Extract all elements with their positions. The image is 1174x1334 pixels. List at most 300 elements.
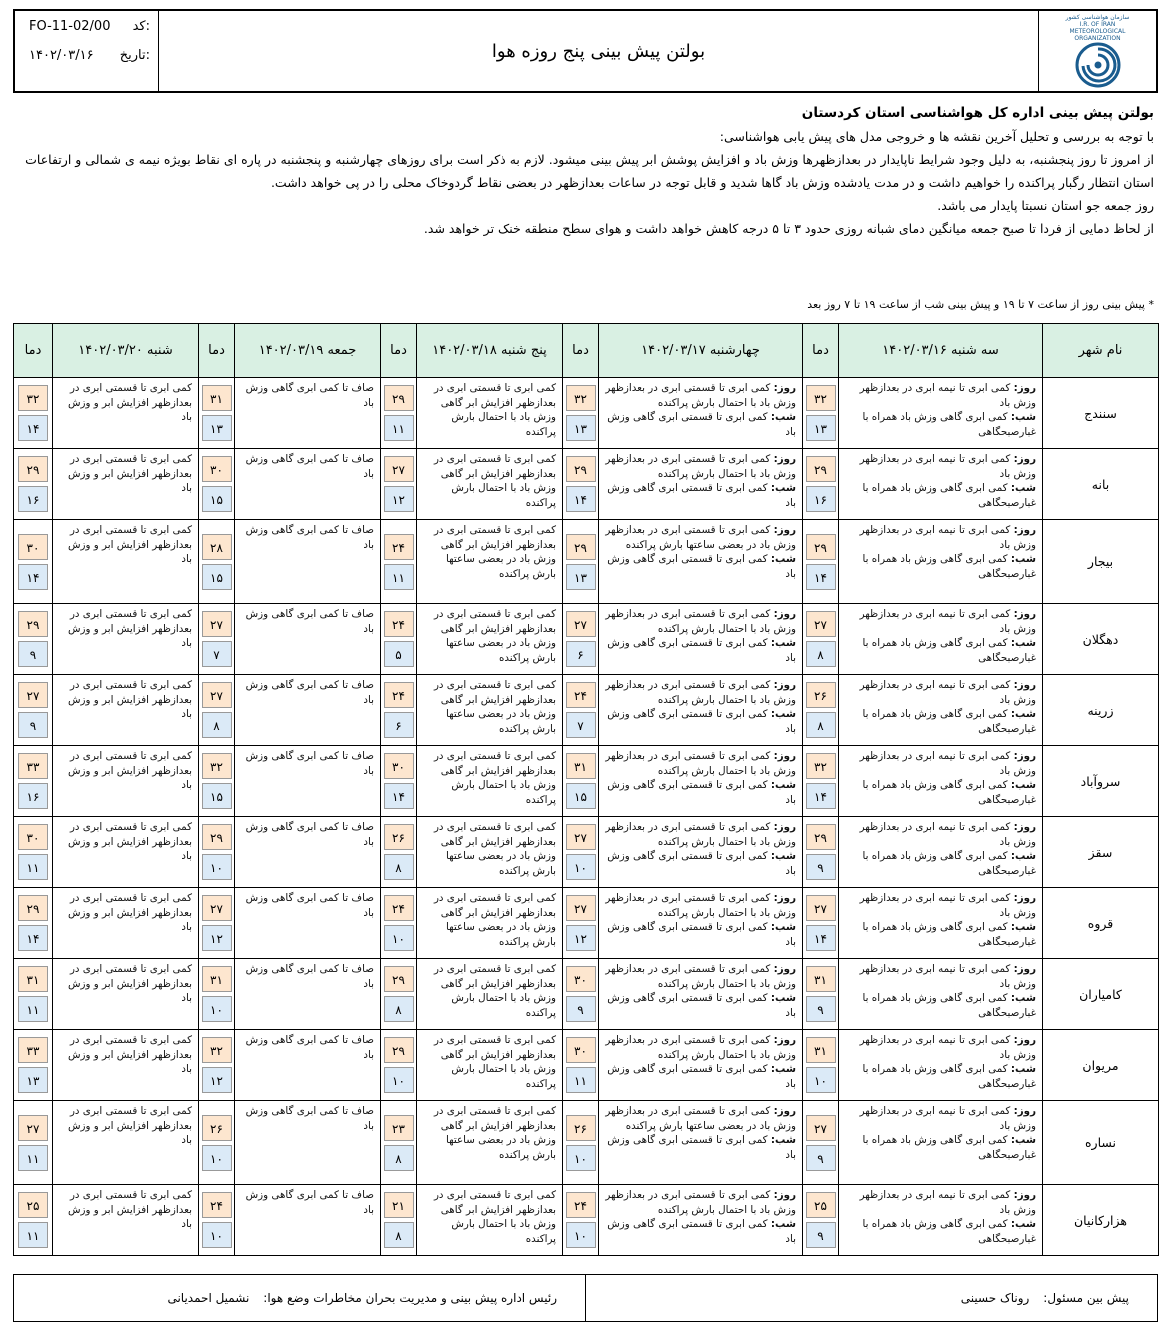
- max-temp: ۲۷: [806, 1115, 836, 1141]
- temp-cell: [14, 604, 53, 675]
- min-temp: ۱۰: [566, 854, 596, 880]
- night-forecast: کمی ابری گاهی وزش باد همراه با غبارصبحگاهی: [862, 553, 1036, 580]
- temp-cell: [803, 959, 839, 1030]
- night-prefix: شب:: [770, 1134, 796, 1146]
- forecast-desc: کمی ابری تا قسمتی ابری در بعدازظهر افزایش ابر و وزش باد: [53, 746, 199, 817]
- forecast-desc: صاف تا کمی ابری گاهی وزش باد: [235, 1101, 381, 1185]
- night-forecast: کمی ابری گاهی وزش باد همراه با غبارصبحگاهی: [862, 1134, 1036, 1161]
- min-temp: ۱۴: [806, 564, 836, 590]
- max-temp: ۲۹: [202, 824, 232, 850]
- temp-cell: [803, 378, 839, 449]
- max-temp: ۲۶: [202, 1115, 232, 1141]
- min-temp: ۱۰: [384, 925, 414, 951]
- day-prefix: روز:: [1013, 1034, 1036, 1046]
- day-forecast: کمی ابری تا قسمتی ابری در بعدازظهر وزش باد با احتمال بارش پراکنده: [605, 892, 796, 919]
- temp-cell: [803, 1185, 839, 1256]
- temp-cell: [381, 1101, 417, 1185]
- forecast-desc: [599, 1030, 803, 1101]
- max-temp: ۲۴: [384, 682, 414, 708]
- min-temp: ۷: [566, 712, 596, 738]
- min-temp: ۱۵: [202, 564, 232, 590]
- night-prefix: شب:: [770, 637, 796, 649]
- temp-cell: [803, 449, 839, 520]
- night-prefix: شب:: [1010, 850, 1036, 862]
- day-prefix: روز:: [773, 1189, 796, 1201]
- max-temp: ۲۹: [18, 611, 48, 637]
- night-forecast: کمی ابری تا قسمتی ابری گاهی وزش باد: [607, 779, 796, 806]
- max-temp: ۲۹: [566, 456, 596, 482]
- temp-cell: [563, 1030, 599, 1101]
- min-temp: ۹: [806, 996, 836, 1022]
- min-temp: ۸: [384, 854, 414, 880]
- max-temp: ۲۵: [18, 1192, 48, 1218]
- temp-cell: [381, 888, 417, 959]
- temp-cell: [381, 675, 417, 746]
- max-temp: ۳۲: [566, 385, 596, 411]
- min-temp: ۱۳: [566, 564, 596, 590]
- temp-cell: [563, 959, 599, 1030]
- day-prefix: روز:: [773, 524, 796, 536]
- header-temp: دما: [563, 324, 599, 378]
- day-prefix: روز:: [773, 1034, 796, 1046]
- header-temp: دما: [803, 324, 839, 378]
- table-row: [14, 449, 1159, 520]
- max-temp: ۳۱: [806, 966, 836, 992]
- max-temp: ۳۱: [566, 753, 596, 779]
- forecast-desc: کمی ابری تا قسمتی ابری در بعدازظهر افزایش ابر و وزش باد: [53, 959, 199, 1030]
- min-temp: ۱۴: [806, 925, 836, 951]
- night-prefix: شب:: [770, 1218, 796, 1230]
- day-prefix: روز:: [1013, 892, 1036, 904]
- day-prefix: روز:: [773, 453, 796, 465]
- max-temp: ۳۰: [18, 824, 48, 850]
- header-day-2: چهارشنبه ۱۴۰۲/۰۳/۱۷: [599, 324, 803, 378]
- day-forecast: کمی ابری تا قسمتی ابری در بعدازظهر وزش باد با احتمال بارش پراکنده: [605, 963, 796, 990]
- forecast-desc: کمی ابری تا قسمتی ابری در بعدازظهر افزایش ابر گاهی وزش باد با احتمال بارش پراکنده: [417, 746, 563, 817]
- temp-cell: [199, 520, 235, 604]
- header-day-3: پنج شنبه ۱۴۰۲/۰۳/۱۸: [417, 324, 563, 378]
- day-prefix: روز:: [1013, 750, 1036, 762]
- min-temp: ۱۱: [18, 996, 48, 1022]
- forecast-desc: [599, 449, 803, 520]
- city-name: دهگلان: [1043, 604, 1159, 675]
- day-forecast: کمی ابری تا نیمه ابری در بعدازظهر وزش باد: [859, 821, 1036, 848]
- min-temp: ۱۶: [806, 486, 836, 512]
- temp-cell: [14, 1185, 53, 1256]
- max-temp: ۲۹: [384, 1037, 414, 1063]
- table-row: [14, 378, 1159, 449]
- min-temp: ۸: [806, 712, 836, 738]
- max-temp: ۳۱: [202, 966, 232, 992]
- forecast-desc: کمی ابری تا قسمتی ابری در بعدازظهر افزایش ابر و وزش باد: [53, 675, 199, 746]
- min-temp: ۱۰: [384, 1067, 414, 1093]
- min-temp: ۸: [806, 641, 836, 667]
- day-prefix: روز:: [773, 963, 796, 975]
- min-temp: ۱۴: [18, 415, 48, 441]
- max-temp: ۳۲: [18, 385, 48, 411]
- forecast-desc: صاف تا کمی ابری گاهی وزش باد: [235, 378, 381, 449]
- organization-logo: [1038, 11, 1156, 91]
- day-prefix: روز:: [773, 750, 796, 762]
- bulletin-intro: [14, 102, 1154, 240]
- temp-cell: [803, 1030, 839, 1101]
- day-prefix: روز:: [773, 821, 796, 833]
- max-temp: ۲۹: [384, 385, 414, 411]
- forecast-desc: کمی ابری تا قسمتی ابری در بعدازظهر افزایش ابر و وزش باد: [53, 1101, 199, 1185]
- min-temp: ۱۰: [566, 1145, 596, 1171]
- forecast-desc: [599, 378, 803, 449]
- night-forecast: کمی ابری گاهی وزش باد همراه با غبارصبحگاهی: [862, 637, 1036, 664]
- table-row: [14, 888, 1159, 959]
- min-temp: ۱۱: [384, 564, 414, 590]
- temp-cell: [199, 746, 235, 817]
- table-row: [14, 1030, 1159, 1101]
- forecast-desc: [599, 817, 803, 888]
- forecast-desc: [839, 604, 1043, 675]
- min-temp: ۱۰: [202, 1145, 232, 1171]
- max-temp: ۲۷: [18, 1115, 48, 1141]
- day-forecast: کمی ابری تا قسمتی ابری در بعدازظهر وزش باد با احتمال بارش پراکنده: [605, 382, 796, 409]
- temp-cell: [803, 675, 839, 746]
- min-temp: ۹: [18, 712, 48, 738]
- forecast-desc: صاف تا کمی ابری گاهی وزش باد: [235, 959, 381, 1030]
- temp-cell: [803, 1101, 839, 1185]
- min-temp: ۱۳: [566, 415, 596, 441]
- header-city: نام شهر: [1043, 324, 1159, 378]
- city-name: زرینه: [1043, 675, 1159, 746]
- day-forecast: کمی ابری تا قسمتی ابری در بعدازظهر وزش باد با احتمال بارش پراکنده: [605, 1189, 796, 1216]
- day-forecast: کمی ابری تا نیمه ابری در بعدازظهر وزش باد: [859, 453, 1036, 480]
- night-prefix: شب:: [1010, 708, 1036, 720]
- temp-cell: [199, 959, 235, 1030]
- temp-cell: [381, 520, 417, 604]
- forecast-desc: صاف تا کمی ابری گاهی وزش باد: [235, 675, 381, 746]
- night-prefix: شب:: [1010, 1063, 1036, 1075]
- max-temp: ۲۹: [806, 534, 836, 560]
- forecast-desc: [839, 817, 1043, 888]
- table-row: [14, 675, 1159, 746]
- temp-cell: [199, 604, 235, 675]
- day-prefix: روز:: [1013, 453, 1036, 465]
- temp-cell: [563, 817, 599, 888]
- max-temp: ۲۹: [18, 456, 48, 482]
- min-temp: ۱۰: [566, 1222, 596, 1248]
- day-forecast: کمی ابری تا قسمتی ابری در بعدازظهر وزش باد با احتمال بارش پراکنده: [605, 679, 796, 706]
- day-forecast: کمی ابری تا قسمتی ابری در بعدازظهر وزش باد با احتمال بارش پراکنده: [605, 821, 796, 848]
- day-prefix: روز:: [1013, 1105, 1036, 1117]
- night-forecast: کمی ابری تا قسمتی ابری گاهی وزش باد: [607, 553, 796, 580]
- min-temp: ۹: [18, 641, 48, 667]
- temp-cell: [381, 746, 417, 817]
- forecast-desc: صاف تا کمی ابری گاهی وزش باد: [235, 520, 381, 604]
- min-temp: ۱۵: [202, 486, 232, 512]
- night-prefix: شب:: [770, 992, 796, 1004]
- forecast-desc: [839, 1101, 1043, 1185]
- min-temp: ۱۳: [18, 1067, 48, 1093]
- min-temp: ۱۵: [566, 783, 596, 809]
- min-temp: ۶: [566, 641, 596, 667]
- temp-cell: [14, 1101, 53, 1185]
- temp-cell: [14, 888, 53, 959]
- temp-cell: [199, 378, 235, 449]
- max-temp: ۳۲: [806, 385, 836, 411]
- city-name: سقز: [1043, 817, 1159, 888]
- max-temp: ۳۲: [202, 753, 232, 779]
- forecast-desc: کمی ابری تا قسمتی ابری در بعدازظهر افزایش ابر و وزش باد: [53, 378, 199, 449]
- forecast-desc: [599, 1185, 803, 1256]
- document-code-box: [15, 11, 159, 91]
- forecast-desc: کمی ابری تا قسمتی ابری در بعدازظهر افزایش ابر گاهی وزش باد در بعضی ساعتها بارش پراکنده: [417, 1101, 563, 1185]
- min-temp: ۸: [384, 996, 414, 1022]
- day-prefix: روز:: [1013, 382, 1036, 394]
- forecast-desc: [839, 449, 1043, 520]
- forecast-desc: صاف تا کمی ابری گاهی وزش باد: [235, 1185, 381, 1256]
- forecast-desc: [839, 1185, 1043, 1256]
- day-forecast: کمی ابری تا نیمه ابری در بعدازظهر وزش باد: [859, 382, 1036, 409]
- forecast-desc: [599, 604, 803, 675]
- max-temp: ۲۴: [384, 895, 414, 921]
- min-temp: ۷: [202, 641, 232, 667]
- forecast-desc: کمی ابری تا قسمتی ابری در بعدازظهر افزایش ابر و وزش باد: [53, 1185, 199, 1256]
- max-temp: ۲۴: [384, 534, 414, 560]
- min-temp: ۱۴: [384, 783, 414, 809]
- night-forecast: کمی ابری گاهی وزش باد همراه با غبارصبحگاهی: [862, 1218, 1036, 1245]
- night-prefix: شب:: [770, 482, 796, 494]
- city-name: نساره: [1043, 1101, 1159, 1185]
- forecaster-name: روناک حسینی: [960, 1291, 1030, 1305]
- min-temp: ۸: [384, 1145, 414, 1171]
- min-temp: ۱۵: [202, 783, 232, 809]
- forecast-desc: صاف تا کمی ابری گاهی وزش باد: [235, 746, 381, 817]
- forecast-desc: کمی ابری تا قسمتی ابری در بعدازظهر افزایش ابر گاهی وزش باد با احتمال بارش پراکنده: [417, 449, 563, 520]
- forecast-desc: کمی ابری تا قسمتی ابری در بعدازظهر افزایش ابر گاهی وزش باد با احتمال بارش پراکنده: [417, 1185, 563, 1256]
- max-temp: ۲۶: [384, 824, 414, 850]
- forecast-desc: [599, 520, 803, 604]
- max-temp: ۳۰: [384, 753, 414, 779]
- temp-cell: [381, 1185, 417, 1256]
- city-name: هزارکانیان: [1043, 1185, 1159, 1256]
- max-temp: ۲۷: [806, 895, 836, 921]
- night-forecast: کمی ابری تا قسمتی ابری گاهی وزش باد: [607, 1063, 796, 1090]
- temp-cell: [803, 746, 839, 817]
- max-temp: ۲۷: [566, 895, 596, 921]
- table-row: [14, 959, 1159, 1030]
- temp-cell: [381, 1030, 417, 1101]
- date-label: تاریخ:: [119, 48, 150, 63]
- max-temp: ۲۹: [806, 456, 836, 482]
- intro-line: از لحاظ دمایی از فردا تا صبح جمعه میانگین دمای شبانه روزی حدود ۳ تا ۵ درجه کاهش خواهد داشت و هوای سطح منطقه خنک تر خواهد شد.: [423, 221, 1154, 236]
- day-prefix: روز:: [1013, 679, 1036, 691]
- night-prefix: شب:: [1010, 1218, 1036, 1230]
- day-forecast: کمی ابری تا نیمه ابری در بعدازظهر وزش باد: [859, 524, 1036, 551]
- intro-line: روز جمعه جو استان نسبتا پایدار می باشد.: [937, 198, 1154, 213]
- forecast-table: [13, 323, 1159, 1256]
- max-temp: ۲۷: [202, 611, 232, 637]
- night-prefix: شب:: [1010, 637, 1036, 649]
- day-prefix: روز:: [1013, 524, 1036, 536]
- min-temp: ۱۲: [384, 486, 414, 512]
- bulletin-title: بولتن پیش بینی پنج روزه هوا: [491, 40, 706, 62]
- temp-cell: [803, 888, 839, 959]
- day-prefix: روز:: [1013, 608, 1036, 620]
- forecast-desc: [599, 959, 803, 1030]
- temp-cell: [14, 378, 53, 449]
- max-temp: ۲۴: [202, 1192, 232, 1218]
- forecast-desc: صاف تا کمی ابری گاهی وزش باد: [235, 1030, 381, 1101]
- city-name: بانه: [1043, 449, 1159, 520]
- code-label: کد:: [132, 19, 150, 34]
- min-temp: ۱۰: [202, 996, 232, 1022]
- temp-cell: [563, 604, 599, 675]
- max-temp: ۲۷: [566, 611, 596, 637]
- max-temp: ۲۹: [566, 534, 596, 560]
- temp-cell: [381, 449, 417, 520]
- max-temp: ۲۷: [806, 611, 836, 637]
- forecast-desc: کمی ابری تا قسمتی ابری در بعدازظهر افزایش ابر گاهی وزش باد در بعضی ساعتها بارش پراکنده: [417, 604, 563, 675]
- forecast-desc: کمی ابری تا قسمتی ابری در بعدازظهر افزایش ابر گاهی وزش باد با احتمال بارش پراکنده: [417, 1030, 563, 1101]
- head-name: نشمیل احمدیانی: [167, 1291, 250, 1305]
- max-temp: ۲۱: [384, 1192, 414, 1218]
- temp-cell: [199, 817, 235, 888]
- temp-cell: [803, 604, 839, 675]
- forecast-desc: [839, 520, 1043, 604]
- max-temp: ۲۹: [806, 824, 836, 850]
- night-prefix: شب:: [770, 411, 796, 423]
- temp-cell: [803, 817, 839, 888]
- night-forecast: کمی ابری گاهی وزش باد همراه با غبارصبحگاهی: [862, 850, 1036, 877]
- forecast-desc: کمی ابری تا قسمتی ابری در بعدازظهر افزایش ابر گاهی وزش باد در بعضی ساعتها بارش پراکنده: [417, 888, 563, 959]
- night-forecast: کمی ابری تا قسمتی ابری گاهی وزش باد: [607, 708, 796, 735]
- header-day-1: سه شنبه ۱۴۰۲/۰۳/۱۶: [839, 324, 1043, 378]
- forecast-desc: کمی ابری تا قسمتی ابری در بعدازظهر افزایش ابر و وزش باد: [53, 520, 199, 604]
- min-temp: ۹: [806, 1145, 836, 1171]
- table-row: [14, 604, 1159, 675]
- header-day-5: شنبه ۱۴۰۲/۰۳/۲۰: [53, 324, 199, 378]
- forecast-desc: کمی ابری تا قسمتی ابری در بعدازظهر افزایش ابر و وزش باد: [53, 817, 199, 888]
- night-prefix: شب:: [1010, 921, 1036, 933]
- forecast-desc: [599, 675, 803, 746]
- max-temp: ۳۰: [18, 534, 48, 560]
- max-temp: ۳۲: [202, 1037, 232, 1063]
- table-row: [14, 817, 1159, 888]
- night-forecast: کمی ابری تا قسمتی ابری گاهی وزش باد: [607, 921, 796, 948]
- max-temp: ۲۹: [18, 895, 48, 921]
- header-temp: دما: [14, 324, 53, 378]
- max-temp: ۳۱: [806, 1037, 836, 1063]
- night-forecast: کمی ابری گاهی وزش باد همراه با غبارصبحگاهی: [862, 708, 1036, 735]
- night-prefix: شب:: [1010, 992, 1036, 1004]
- min-temp: ۱۶: [18, 783, 48, 809]
- day-forecast: کمی ابری تا نیمه ابری در بعدازظهر وزش باد: [859, 892, 1036, 919]
- city-name: قروه: [1043, 888, 1159, 959]
- day-forecast: کمی ابری تا نیمه ابری در بعدازظهر وزش باد: [859, 1189, 1036, 1216]
- forecast-desc: کمی ابری تا قسمتی ابری در بعدازظهر افزایش ابر گاهی وزش باد در بعضی ساعتها بارش پراکنده: [417, 675, 563, 746]
- min-temp: ۱۱: [566, 1067, 596, 1093]
- temp-cell: [381, 817, 417, 888]
- day-forecast: کمی ابری تا قسمتی ابری در بعدازظهر وزش باد در بعضی ساعتها بارش پراکنده: [605, 524, 796, 551]
- min-temp: ۹: [806, 1222, 836, 1248]
- day-prefix: روز:: [773, 892, 796, 904]
- temp-cell: [563, 449, 599, 520]
- min-temp: ۱۱: [18, 854, 48, 880]
- temp-cell: [14, 959, 53, 1030]
- min-temp: ۱۳: [202, 415, 232, 441]
- temp-cell: [14, 449, 53, 520]
- forecast-desc: [839, 888, 1043, 959]
- logo-text-en-1: I.R. OF IRAN: [1079, 21, 1116, 28]
- forecast-desc: [839, 675, 1043, 746]
- min-temp: ۱۱: [384, 415, 414, 441]
- max-temp: ۳۱: [202, 385, 232, 411]
- night-prefix: شب:: [770, 779, 796, 791]
- night-prefix: شب:: [770, 708, 796, 720]
- max-temp: ۲۷: [202, 682, 232, 708]
- max-temp: ۲۶: [806, 682, 836, 708]
- min-temp: ۱۳: [806, 415, 836, 441]
- temp-cell: [14, 675, 53, 746]
- table-row: [14, 520, 1159, 604]
- night-prefix: شب:: [1010, 411, 1036, 423]
- forecast-desc: کمی ابری تا قسمتی ابری در بعدازظهر افزایش ابر و وزش باد: [53, 888, 199, 959]
- min-temp: ۱۴: [806, 783, 836, 809]
- night-prefix: شب:: [770, 850, 796, 862]
- night-prefix: شب:: [770, 1063, 796, 1075]
- night-prefix: شب:: [1010, 482, 1036, 494]
- forecast-desc: صاف تا کمی ابری گاهی وزش باد: [235, 888, 381, 959]
- forecast-desc: [599, 746, 803, 817]
- city-name: سنندج: [1043, 378, 1159, 449]
- bulletin-header: [13, 9, 1158, 93]
- night-prefix: شب:: [770, 921, 796, 933]
- day-forecast: کمی ابری تا نیمه ابری در بعدازظهر وزش باد: [859, 750, 1036, 777]
- night-forecast: کمی ابری گاهی وزش باد همراه با غبارصبحگاهی: [862, 411, 1036, 438]
- min-temp: ۱۴: [18, 564, 48, 590]
- forecast-time-footnote: * پیش بینی روز از ساعت ۷ تا ۱۹ و پیش بینی شب از ساعت ۱۹ تا ۷ روز بعد: [807, 298, 1154, 311]
- temp-cell: [563, 520, 599, 604]
- temp-cell: [381, 959, 417, 1030]
- intro-title: بولتن پیش بینی اداره کل هواشناسی استان کردستان: [801, 105, 1154, 121]
- forecaster-block: [585, 1275, 1157, 1321]
- max-temp: ۲۹: [384, 966, 414, 992]
- city-name: کامیاران: [1043, 959, 1159, 1030]
- temp-cell: [563, 675, 599, 746]
- max-temp: ۲۶: [566, 1115, 596, 1141]
- table-row: [14, 1101, 1159, 1185]
- forecast-desc: کمی ابری تا قسمتی ابری در بعدازظهر افزایش ابر گاهی وزش باد در بعضی ساعتها بارش پراکنده: [417, 520, 563, 604]
- max-temp: ۲۷: [566, 824, 596, 850]
- day-prefix: روز:: [773, 608, 796, 620]
- min-temp: ۹: [806, 854, 836, 880]
- city-name: بیجار: [1043, 520, 1159, 604]
- temp-cell: [199, 1185, 235, 1256]
- night-forecast: کمی ابری تا قسمتی ابری گاهی وزش باد: [607, 1134, 796, 1161]
- night-forecast: کمی ابری تا قسمتی ابری گاهی وزش باد: [607, 1218, 796, 1245]
- night-forecast: کمی ابری گاهی وزش باد همراه با غبارصبحگاهی: [862, 992, 1036, 1019]
- day-forecast: کمی ابری تا نیمه ابری در بعدازظهر وزش باد: [859, 963, 1036, 990]
- code-value: FO-11-02/00: [29, 19, 111, 34]
- day-forecast: کمی ابری تا نیمه ابری در بعدازظهر وزش باد: [859, 679, 1036, 706]
- max-temp: ۳۰: [202, 456, 232, 482]
- header-day-4: جمعه ۱۴۰۲/۰۳/۱۹: [235, 324, 381, 378]
- forecast-desc: صاف تا کمی ابری گاهی وزش باد: [235, 449, 381, 520]
- max-temp: ۲۷: [384, 456, 414, 482]
- min-temp: ۱۰: [202, 854, 232, 880]
- day-prefix: روز:: [773, 679, 796, 691]
- table-row: [14, 746, 1159, 817]
- logo-text-en-2: METEOROLOGICAL: [1069, 28, 1126, 35]
- min-temp: ۱۲: [566, 925, 596, 951]
- night-prefix: شب:: [1010, 553, 1036, 565]
